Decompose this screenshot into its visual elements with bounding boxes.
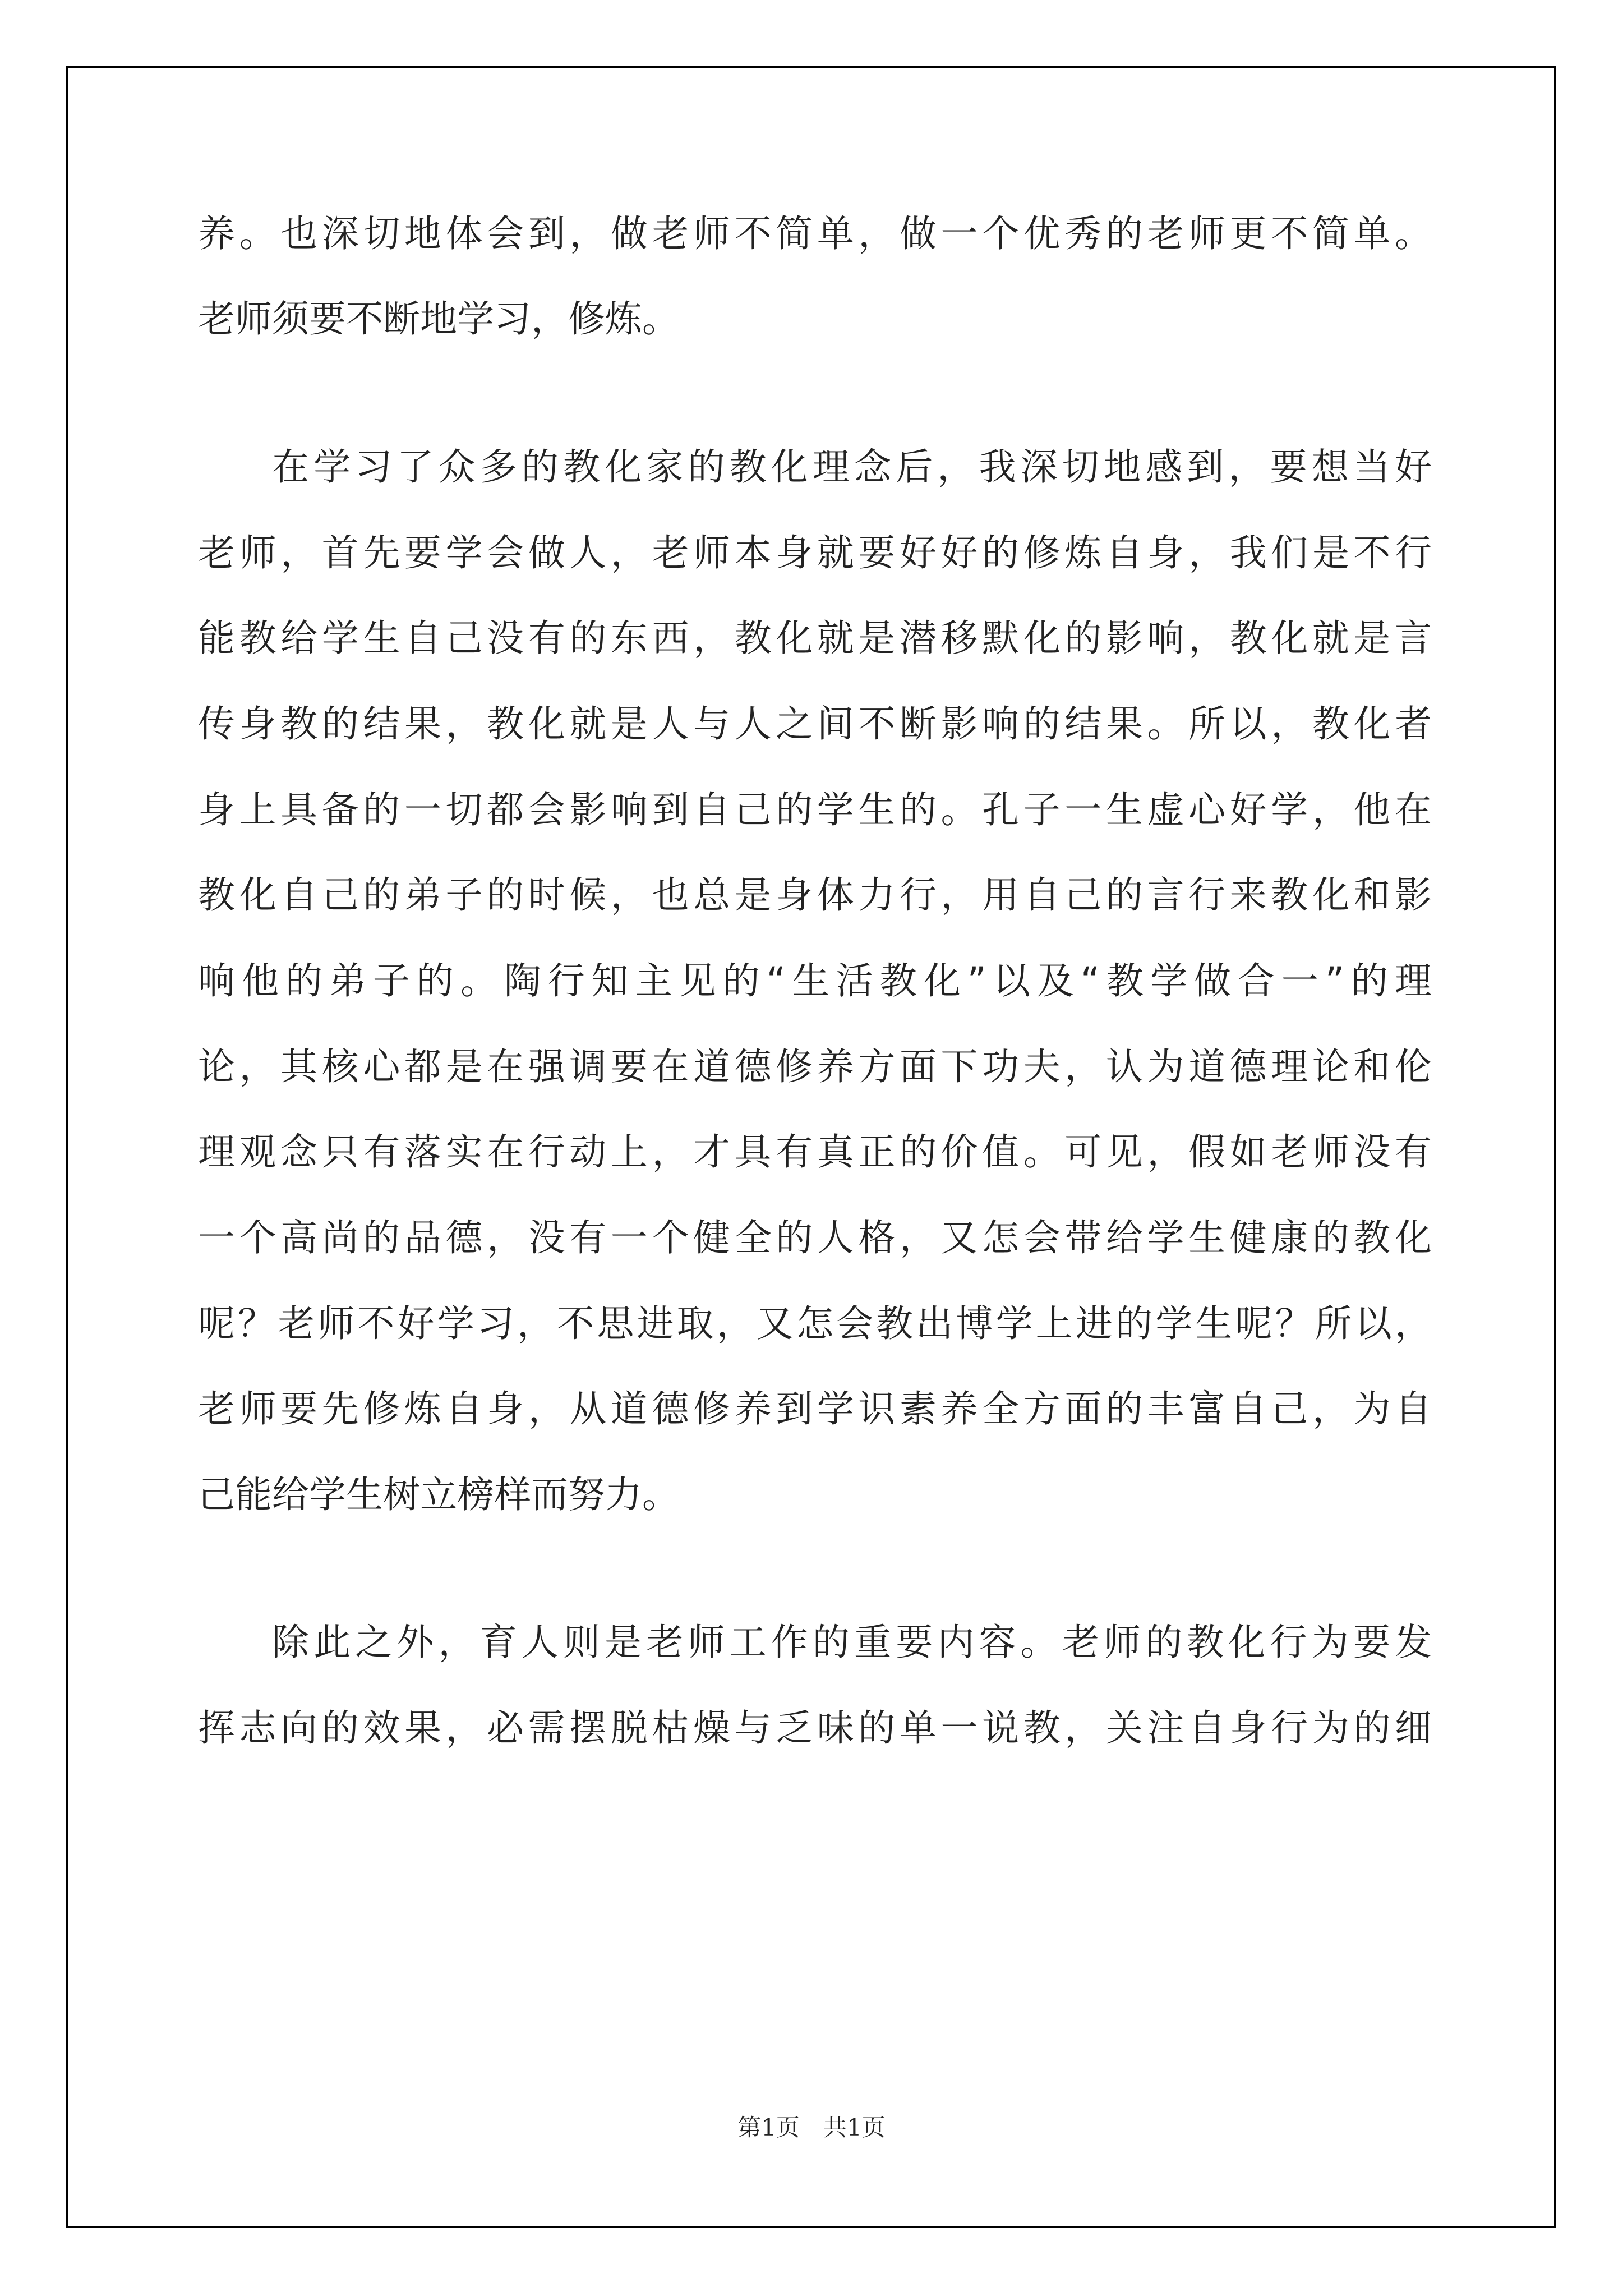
text-line: 理观念只有落实在行动上，才具有真正的价值。可见，假如老师没有 [198, 1130, 1432, 1174]
text-line: 响他的弟子的。陶行知主见的“生活教化”以及“教学做合一”的理 [198, 959, 1432, 1002]
page-number-footer: 第1页 共1页 [737, 2114, 886, 2141]
text-line: 教化自己的弟子的时候，也总是身体力行，用自己的言行来教化和影 [198, 873, 1432, 917]
text-line: 能教给学生自己没有的东西，教化就是潜移默化的影响，教化就是言 [198, 616, 1432, 660]
text-line: 挥志向的效果，必需摆脱枯燥与乏味的单一说教，关注自身行为的细 [198, 1706, 1432, 1750]
text-line: 老师须要不断地学习，修炼。 [198, 297, 679, 341]
text-line: 己能给学生树立榜样而努力。 [198, 1473, 679, 1516]
text-line: 一个高尚的品德，没有一个健全的人格，又怎会带给学生健康的教化 [198, 1216, 1432, 1259]
paragraph-start-line: 在学习了众多的教化家的教化理念后，我深切地感到，要想当好 [272, 445, 1432, 489]
text-line: 呢？老师不好学习，不思进取，又怎会教出博学上进的学生呢？所以， [198, 1302, 1432, 1345]
text-line: 论，其核心都是在强调要在道德修养方面下功夫，认为道德理论和伦 [198, 1045, 1432, 1088]
text-line: 养。也深切地体会到，做老师不简单，做一个优秀的老师更不简单。 [198, 212, 1432, 255]
text-line: 传身教的结果，教化就是人与人之间不断影响的结果。所以，教化者 [198, 702, 1432, 746]
text-line: 老师要先修炼自身，从道德修养到学识素养全方面的丰富自己，为自 [198, 1387, 1432, 1430]
text-line: 身上具备的一切都会影响到自己的学生的。孔子一生虚心好学，他在 [198, 788, 1432, 831]
text-line: 老师，首先要学会做人，老师本身就要好好的修炼自身，我们是不行 [198, 531, 1432, 574]
paragraph-start-line: 除此之外，育人则是老师工作的重要内容。老师的教化行为要发 [272, 1621, 1432, 1664]
